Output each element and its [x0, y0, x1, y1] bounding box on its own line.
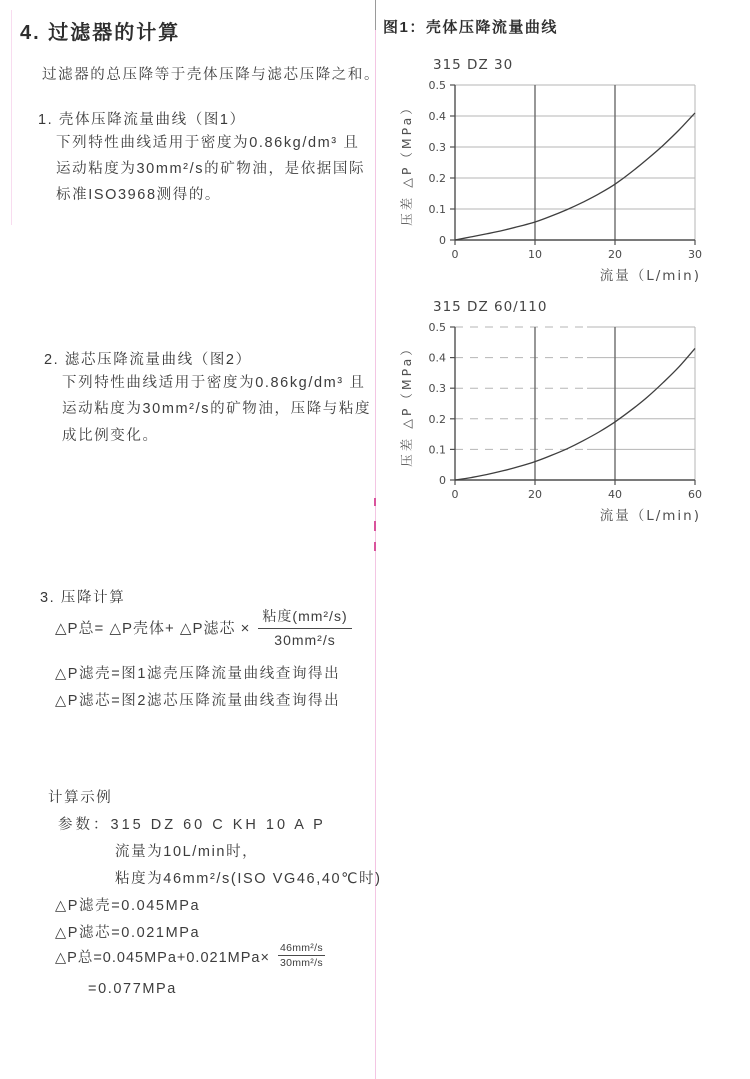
x-axis-label: 流量（L/min): [599, 508, 701, 524]
example-result: =0.077MPa: [88, 981, 177, 997]
column-divider-top: [375, 0, 376, 30]
svg-text:0: 0: [451, 488, 459, 501]
svg-text:40: 40: [608, 488, 622, 501]
svg-text:60: 60: [688, 488, 702, 501]
formula-denominator: 30mm²/s: [274, 632, 336, 648]
example-param: 参数：315 DZ 60 C KH 10 A P: [58, 817, 326, 833]
formula-lhs: △P总= △P壳体+ △P滤芯 ×: [55, 619, 251, 637]
figure1-header: 图1：壳体压降流量曲线: [383, 19, 558, 36]
chart-svg: [388, 290, 728, 530]
formula-fraction: [258, 606, 351, 648]
section3-heading: 3. 压降计算: [40, 590, 126, 606]
chart-315-dz-60-110: [388, 290, 728, 530]
divider-dash: [374, 521, 376, 531]
scan-edge-line: [11, 10, 12, 225]
svg-text:0.3: 0.3: [428, 141, 446, 154]
example-total-denominator: 30mm²/s: [279, 957, 323, 969]
svg-text:0.4: 0.4: [428, 110, 446, 123]
svg-text:0.1: 0.1: [428, 443, 446, 457]
example-flow: 流量为10L/min时，: [115, 844, 259, 860]
svg-text:0.2: 0.2: [428, 412, 446, 426]
chart-title: 315 DZ 30: [433, 57, 514, 73]
example-dp-shell: △P滤壳=0.045MPa: [55, 898, 201, 914]
section1-heading: 1. 壳体压降流量曲线（图1）: [38, 112, 246, 128]
page-title: 4. 过滤器的计算: [20, 22, 181, 44]
chart-315-dz-30: [388, 48, 728, 288]
divider-dash: [374, 498, 376, 506]
svg-text:0.5: 0.5: [428, 79, 446, 92]
section2-line1: 下列特性曲线适用于密度为0.86kg/dm³ 且: [62, 375, 366, 391]
y-axis-label: 压差 △P（MPa）: [399, 99, 414, 226]
section1-line1: 下列特性曲线适用于密度为0.86kg/dm³ 且: [56, 135, 360, 151]
svg-text:20: 20: [528, 488, 542, 501]
example-dp-element: △P滤芯=0.021MPa: [55, 925, 201, 941]
section2-line3: 成比例变化。: [62, 428, 159, 444]
svg-text:10: 10: [528, 248, 542, 261]
svg-text:0: 0: [439, 474, 446, 487]
formula-note1: △P滤壳=图1滤壳压降流量曲线查询得出: [55, 666, 341, 682]
section1-line2: 运动粘度为30mm²/s的矿物油，是依据国际: [56, 161, 366, 177]
svg-text:0.1: 0.1: [428, 203, 446, 216]
chart-svg: [388, 48, 728, 288]
example-total-fraction: [278, 942, 325, 970]
curve-315-dz-30: [455, 113, 695, 240]
example-dp-total: [55, 942, 325, 970]
svg-text:0.2: 0.2: [428, 172, 446, 185]
formula-numerator: 粘度(mm²/s): [258, 606, 351, 629]
example-heading: 计算示例: [48, 790, 113, 806]
example-viscosity: 粘度为46mm²/s(ISO VG46,40℃时): [115, 871, 382, 887]
chart-title: 315 DZ 60/110: [433, 299, 548, 315]
section2-line2: 运动粘度为30mm²/s的矿物油，压降与粘度: [62, 401, 372, 417]
curve-315-dz-60-110: [455, 348, 695, 480]
svg-text:0.5: 0.5: [428, 321, 446, 334]
pressure-formula: [55, 606, 352, 648]
column-divider: [375, 30, 376, 1079]
svg-text:0.3: 0.3: [428, 382, 446, 396]
formula-note2: △P滤芯=图2滤芯压降流量曲线查询得出: [55, 693, 341, 709]
intro-text: 过滤器的总压降等于壳体压降与滤芯压降之和。: [42, 67, 381, 83]
divider-dash: [374, 542, 376, 551]
section2-heading: 2. 滤芯压降流量曲线（图2）: [44, 352, 252, 368]
example-total-numerator: 46mm²/s: [279, 942, 323, 954]
example-total-lhs: △P总=0.045MPa+0.021MPa×: [55, 949, 270, 966]
svg-text:20: 20: [608, 248, 622, 261]
x-axis-label: 流量（L/min): [599, 268, 701, 284]
svg-text:0: 0: [439, 234, 446, 247]
svg-text:0.4: 0.4: [428, 351, 446, 365]
svg-text:30: 30: [688, 248, 702, 261]
section1-line3: 标准ISO3968测得的。: [56, 187, 222, 203]
svg-text:0: 0: [451, 248, 459, 261]
y-axis-label: 压差 △P（MPa）: [399, 340, 414, 467]
